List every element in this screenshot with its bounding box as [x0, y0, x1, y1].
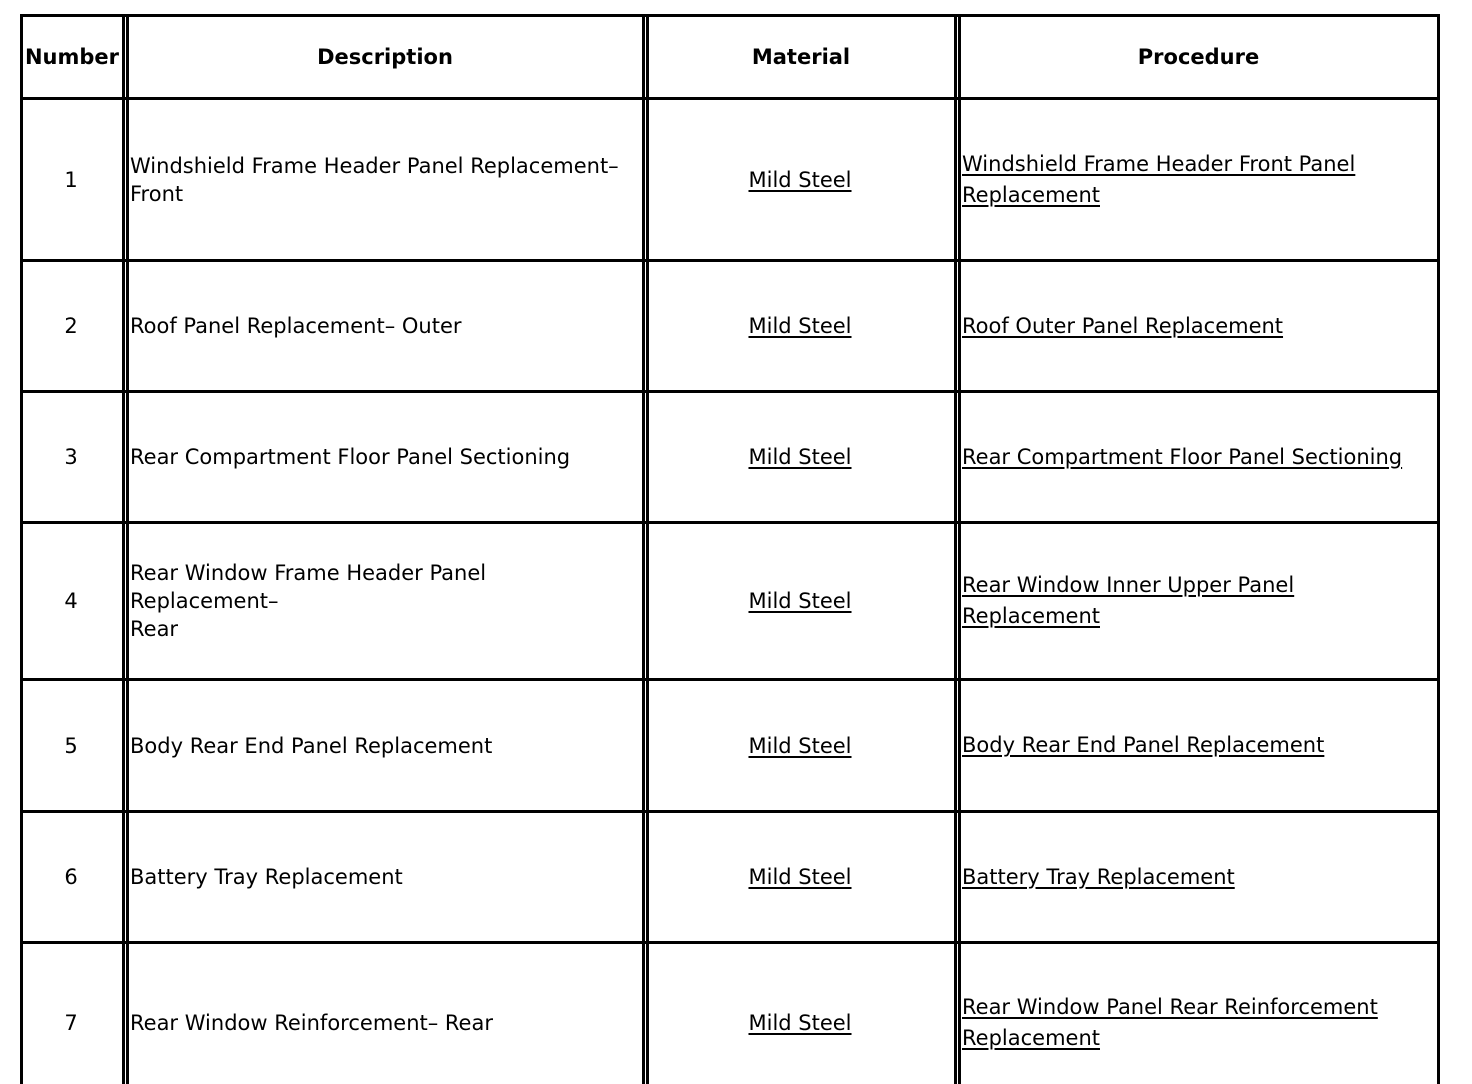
cell-number — [24, 813, 118, 941]
table-column-border — [958, 14, 961, 1084]
material-link[interactable]: Mild Steel — [748, 445, 852, 469]
row-description: Battery Tray Replacement — [130, 865, 403, 889]
row-description: Windshield Frame Header Panel Replacement– Front — [130, 153, 619, 206]
column-header-description: Description — [317, 45, 453, 69]
cell-procedure — [962, 944, 1433, 1084]
table-column-border — [642, 14, 645, 1084]
cell-description — [130, 681, 638, 810]
row-number: 3 — [64, 445, 78, 469]
cell-number — [24, 393, 118, 521]
procedure-link[interactable]: Body Rear End Panel Replacement — [962, 733, 1325, 757]
row-description: Body Rear End Panel Replacement — [130, 733, 493, 758]
cell-number — [24, 681, 118, 810]
cell-description — [130, 944, 638, 1084]
material-link[interactable]: Mild Steel — [748, 865, 852, 889]
cell-material — [650, 393, 950, 521]
material-link[interactable]: Mild Steel — [748, 589, 852, 613]
cell-material — [650, 681, 950, 810]
cell-procedure — [962, 681, 1433, 810]
cell-description — [130, 813, 638, 941]
cell-procedure — [962, 813, 1433, 941]
cell-material — [650, 813, 950, 941]
table-column-border — [122, 14, 125, 1084]
procedure-link[interactable]: Windshield Frame Header Front Panel Replacement — [962, 151, 1356, 207]
cell-material — [650, 944, 950, 1084]
column-header-procedure: Procedure — [1137, 45, 1260, 69]
table-column-border — [20, 14, 23, 1084]
row-number: 1 — [64, 167, 78, 192]
cell-material — [650, 524, 950, 678]
row-number: 4 — [64, 589, 78, 613]
table-column-border — [954, 14, 957, 1084]
row-description: Rear Compartment Floor Panel Sectioning — [130, 445, 571, 469]
cell-description — [130, 262, 638, 390]
table-column-border — [1437, 14, 1440, 1084]
cell-procedure — [962, 393, 1433, 521]
cell-number — [24, 524, 118, 678]
cell-number — [24, 262, 118, 390]
row-number: 2 — [64, 314, 78, 338]
material-link[interactable]: Mild Steel — [748, 314, 852, 338]
material-link[interactable]: Mild Steel — [748, 167, 852, 192]
row-number: 7 — [64, 1011, 78, 1035]
cell-number — [24, 100, 118, 259]
table-column-border — [126, 14, 129, 1084]
row-number: 6 — [64, 865, 78, 889]
procedure-link[interactable]: Rear Compartment Floor Panel Sectioning — [962, 444, 1403, 469]
row-number: 5 — [64, 733, 78, 758]
procedure-link[interactable]: Roof Outer Panel Replacement — [962, 313, 1284, 338]
material-link[interactable]: Mild Steel — [748, 1011, 852, 1035]
cell-number — [24, 944, 118, 1084]
procedure-link[interactable]: Battery Tray Replacement — [962, 864, 1235, 889]
cell-description — [130, 393, 638, 521]
column-header-material: Material — [751, 45, 851, 69]
cell-material — [650, 100, 950, 259]
cell-material — [650, 262, 950, 390]
row-description: Roof Panel Replacement– Outer — [130, 314, 462, 338]
cell-procedure — [962, 100, 1433, 259]
procedure-link[interactable]: Rear Window Inner Upper Panel Replacement — [962, 573, 1295, 628]
procedure-link[interactable]: Rear Window Panel Rear Reinforcement Replacement — [962, 995, 1378, 1050]
cell-description — [130, 100, 638, 259]
material-link[interactable]: Mild Steel — [748, 733, 852, 758]
cell-description — [130, 524, 638, 678]
row-description: Rear Window Reinforcement– Rear — [130, 1011, 493, 1035]
column-header-number: Number — [24, 45, 120, 69]
table-column-border — [646, 14, 649, 1084]
cell-procedure — [962, 524, 1433, 678]
row-description: Rear Window Frame Header Panel Replacement– Rear — [130, 561, 487, 641]
cell-procedure — [962, 262, 1433, 390]
